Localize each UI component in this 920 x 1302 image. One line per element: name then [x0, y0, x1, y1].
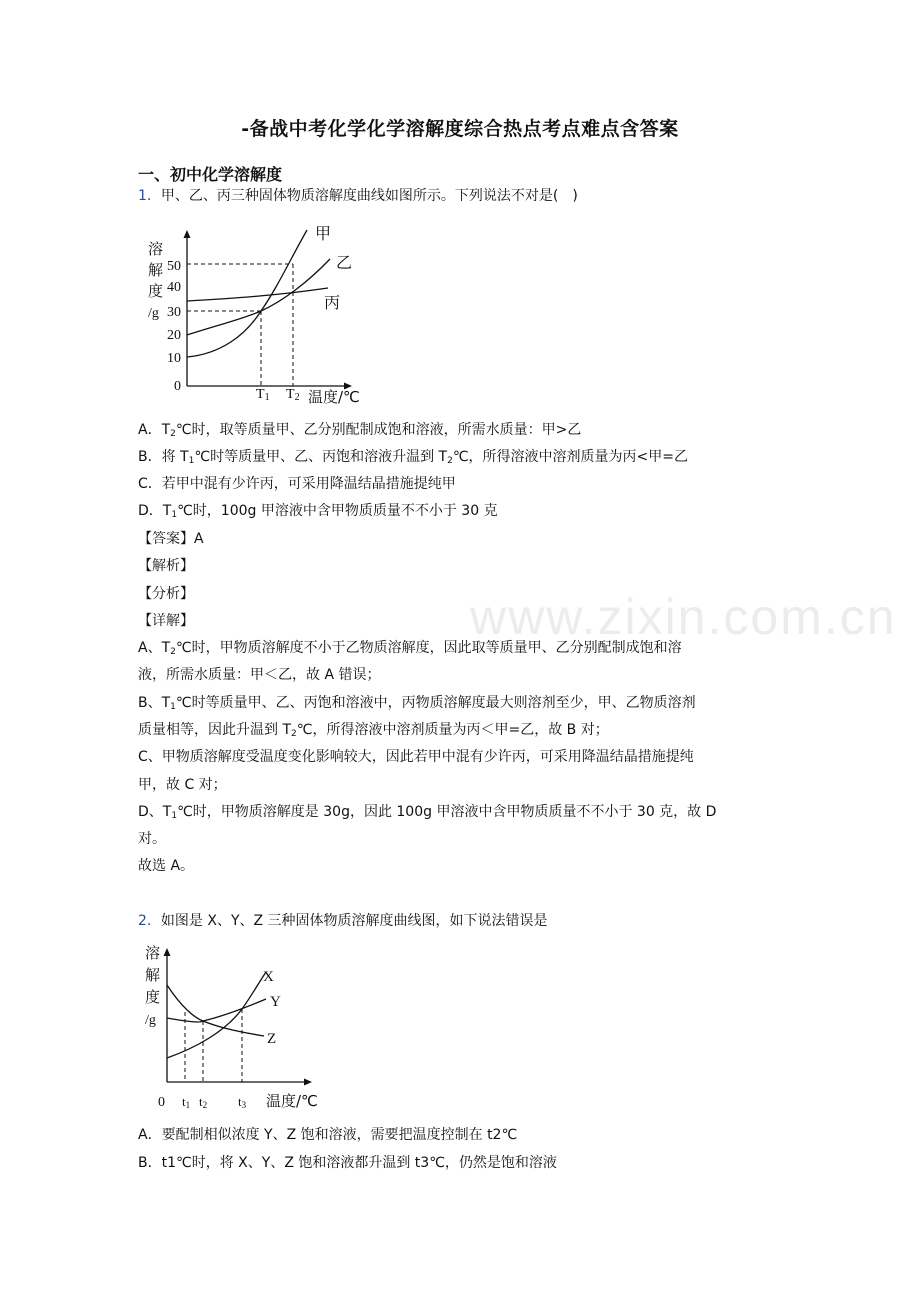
q1-detail-b1: [138, 693, 696, 713]
q2-xtick-t2-sub: 2: [202, 1100, 208, 1110]
q2-series-label-x: X: [263, 969, 274, 985]
q1-detail-end: 故选 A。: [138, 858, 195, 874]
q2-xtick-t1-sub: 1: [185, 1100, 191, 1110]
section-heading: 一、初中化学溶解度: [138, 165, 283, 184]
q1-xtick-t1-main: T: [256, 387, 265, 402]
q2-ylabel-1: 解: [145, 966, 161, 984]
page-title: -备战中考化学化学溶解度综合热点考点难点含答案: [241, 118, 679, 140]
q2-ylabel-2: 度: [145, 988, 161, 1006]
q2-xtick-t3-sub: 3: [241, 1100, 247, 1110]
q1-xtick-t1: [256, 387, 270, 403]
q1-detail-c1: C、甲物质溶解度受温度变化影响较大，因此若甲中混有少许丙，可采用降温结晶措施提纯: [138, 749, 694, 765]
q1-detail-a1: [138, 638, 682, 658]
q1-answer: 【答案】A: [138, 531, 204, 547]
q2-x-arrow: [304, 1079, 312, 1086]
q1-ytick-30: 30: [167, 305, 181, 320]
q1-detail-d1-1: 1: [171, 811, 178, 821]
q1-curve-bing: [187, 288, 328, 301]
q1-ylabel-1: 解: [148, 261, 164, 279]
q2-xtick-t1: [182, 1094, 190, 1110]
q1-solubility-chart: [140, 222, 370, 408]
q1-ylabel-2: 度: [148, 282, 164, 300]
q1-option-c: C．若甲中混有少许丙，可采用降温结晶措施提纯甲: [138, 476, 456, 492]
q1-xlabel: 温度/℃: [308, 388, 360, 406]
q2-series-label-z: Z: [267, 1031, 277, 1047]
q1-stem-text: 甲、乙、丙三种固体物质溶解度曲线如图所示。下列说法不对是( ): [160, 188, 578, 204]
q1-option-d-2: ℃时，100g 甲溶液中含甲物质质量不不小于 30 克: [177, 503, 498, 519]
q1-option-b-3: 2: [447, 456, 453, 466]
q1-detail-b2-2: ℃，所得溶液中溶剂质量为丙＜甲=乙，故 B 对；: [296, 722, 609, 738]
q2-ylabel-0: 溶: [145, 944, 161, 962]
q1-detail-a1-2: ℃时，甲物质溶解度不小于乙物质溶解度，因此取等质量甲、乙分别配制成饱和溶: [175, 640, 682, 656]
q1-detail-a1-1: 2: [170, 647, 176, 657]
q1-ytick-50: 50: [167, 259, 181, 274]
q2-solubility-chart: [140, 940, 330, 1116]
q2-ylabel-3: /g: [145, 1013, 156, 1028]
q2-xtick-t2: [199, 1094, 207, 1110]
q1-series-label-yi: 乙: [336, 253, 353, 272]
q1-option-b-1: 1: [188, 456, 195, 466]
q2-xtick-t3: [238, 1094, 247, 1110]
q2-xtick-t3-main: t: [238, 1094, 242, 1109]
q2-y-arrow: [164, 948, 171, 956]
q2-xtick-t2-main: t: [199, 1094, 203, 1109]
q1-detail-d1-2: ℃时，甲物质溶解度是 30g，因此 100g 甲溶液中含甲物质质量不不小于 30 克，故 D: [177, 804, 717, 820]
q1-option-b-2: ℃时等质量甲、乙、丙饱和溶液升温到 T: [194, 449, 448, 465]
q2-curve-x: [167, 972, 266, 1058]
q1-detail-a1-0: A、T: [138, 640, 171, 656]
q2-series-label-y: Y: [270, 994, 281, 1010]
q1-ylabel-0: 溶: [148, 240, 164, 258]
q1-detail-d1: [138, 802, 716, 822]
q1-jiexi: 【解析】: [138, 558, 194, 574]
q1-ytick-labels: [167, 259, 181, 366]
q1-detail-d1-0: D、T: [138, 804, 172, 820]
q1-detail-b2: [138, 720, 609, 740]
q1-series-label-jia: 甲: [315, 224, 332, 243]
q1-detail-d2: 对。: [138, 831, 166, 847]
q2-xlabel: 温度/℃: [266, 1092, 318, 1110]
q1-detail-b1-2: ℃时等质量甲、乙、丙饱和溶液中，丙物质溶解度最大则溶剂至少，甲、乙物质溶剂: [175, 695, 696, 711]
q1-detail-b2-0: 质量相等，因此升温到 T: [138, 722, 292, 738]
q1-detail-b1-1: 1: [170, 702, 176, 712]
q1-xtick-t2: [286, 387, 300, 403]
q2-xtick-t1-main: t: [182, 1094, 186, 1109]
q1-ytick-20: 20: [167, 328, 181, 343]
q1-ylabel-3: /g: [148, 306, 159, 321]
q1-option-a: [138, 420, 581, 440]
q1-detail-a2: 液，所需水质量：甲＜乙，故 A 错误；: [138, 667, 381, 683]
watermark: www.zixin.com.cn: [470, 589, 897, 645]
q1-stem: [138, 186, 578, 206]
q2-curve-y: [167, 999, 266, 1022]
q1-series-label-bing: 丙: [324, 293, 341, 312]
q1-option-a-1: 2: [170, 429, 176, 439]
q1-option-a-2: ℃时，取等质量甲、乙分别配制成饱和溶液，所需水质量：甲>乙: [175, 422, 582, 438]
q1-xiangjie: 【详解】: [138, 613, 194, 629]
q1-curve-yi: [187, 259, 330, 335]
q1-number: 1．: [138, 188, 161, 204]
q1-xtick-t2-sub: 2: [294, 392, 300, 403]
q1-origin: 0: [174, 379, 181, 394]
q1-xtick-t2-main: T: [286, 387, 295, 402]
q2-stem: [138, 911, 548, 931]
q1-detail-b2-1: 2: [291, 729, 297, 739]
q1-ytick-10: 10: [167, 351, 181, 366]
q2-option-a: A．要配制相似浓度 Y、Z 饱和溶液，需要把温度控制在 t2℃: [138, 1127, 518, 1143]
q1-option-d-1: 1: [171, 510, 178, 520]
q1-detail-c2: 甲，故 C 对；: [138, 777, 227, 793]
q1-option-b: [138, 447, 688, 467]
q2-origin: 0: [158, 1095, 165, 1110]
q2-option-b: B．t1℃时，将 X、Y、Z 饱和溶液都升温到 t3℃，仍然是饱和溶液: [138, 1155, 557, 1171]
q1-option-b-4: ℃，所得溶液中溶剂质量为丙<甲=乙: [452, 449, 688, 465]
q1-ytick-40: 40: [167, 280, 181, 295]
q1-xtick-t1-sub: 1: [264, 392, 270, 403]
q2-stem-text: 如图是 X、Y、Z 三种固体物质溶解度曲线图，如下说法错误是: [160, 913, 548, 929]
q1-option-d-0: D．T: [138, 503, 172, 519]
q2-number: 2．: [138, 913, 161, 929]
q1-option-a-0: A．T: [138, 422, 171, 438]
q1-option-b-0: B．将 T: [138, 449, 189, 465]
q1-fenxi: 【分析】: [138, 586, 194, 602]
q1-option-d: [138, 501, 498, 521]
q2-curve-z: [167, 985, 264, 1036]
q1-detail-b1-0: B、T: [138, 695, 171, 711]
q1-y-arrow: [184, 230, 191, 238]
